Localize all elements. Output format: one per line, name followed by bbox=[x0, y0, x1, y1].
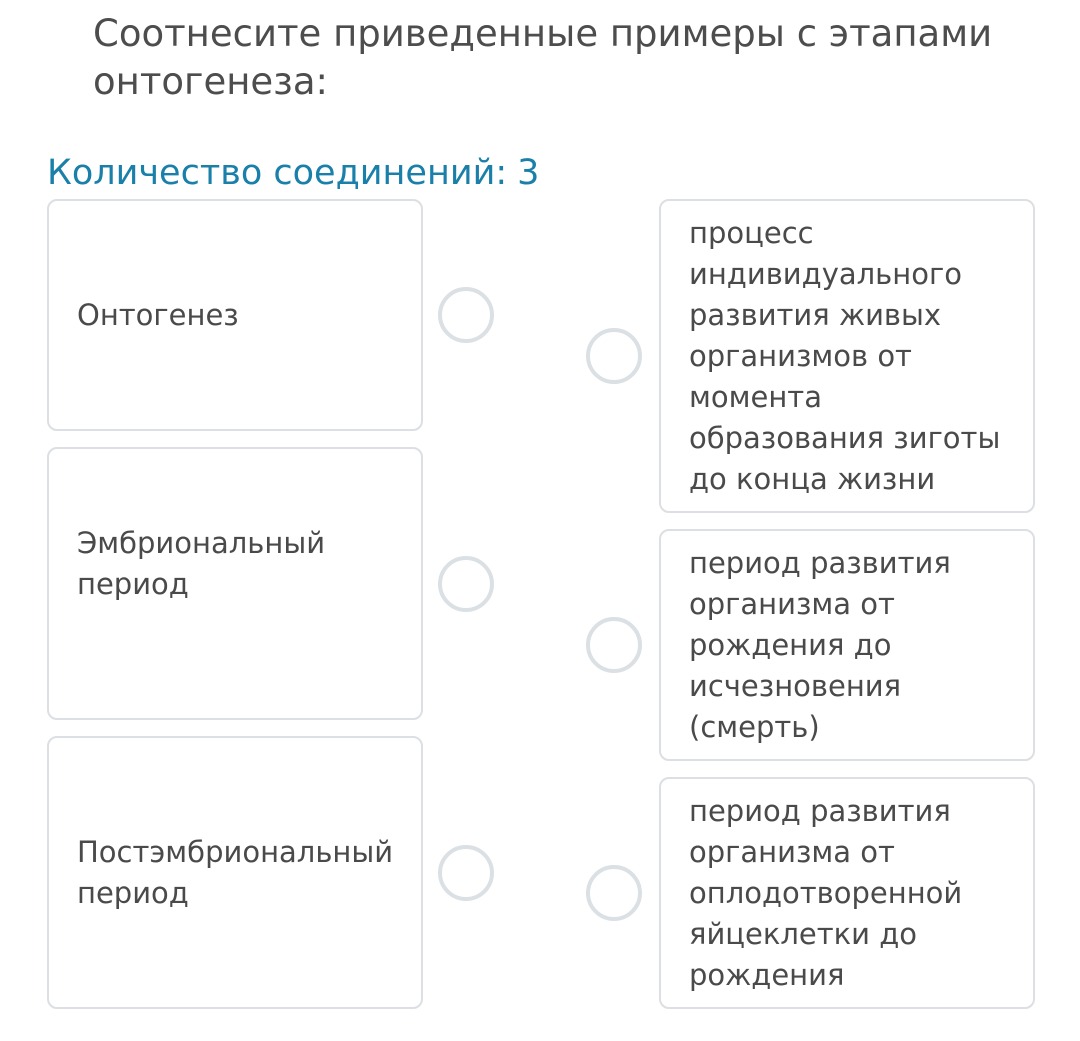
left-item-label: Онтогенез bbox=[77, 297, 239, 332]
question-title: Соотнесите приведенные примеры с этапами онтогенеза: bbox=[93, 12, 993, 103]
left-connector-radio-3[interactable] bbox=[438, 845, 494, 901]
right-item-ontogenesis-definition[interactable] bbox=[659, 199, 1035, 513]
left-item-ontogenesis[interactable] bbox=[47, 199, 423, 431]
right-item-postembryonic-definition[interactable] bbox=[659, 529, 1035, 761]
connections-count-label: Количество соединений: bbox=[47, 153, 508, 193]
left-connector-radio-2[interactable] bbox=[438, 556, 494, 612]
right-item-label: период развития организма от рождения до исчезновения (смерть) bbox=[689, 545, 951, 744]
left-item-postembryonic-period[interactable] bbox=[47, 736, 423, 1009]
connections-count-value: 3 bbox=[517, 153, 540, 193]
left-connector-radio-1[interactable] bbox=[438, 287, 494, 343]
connections-count bbox=[47, 150, 539, 196]
right-connector-radio-3[interactable] bbox=[586, 865, 642, 921]
right-item-embryonic-definition[interactable] bbox=[659, 777, 1035, 1009]
right-connector-radio-2[interactable] bbox=[586, 617, 642, 673]
right-item-label: процесс индивидуального развития живых организмов от момента образования зиготы до конца жизни bbox=[689, 215, 1001, 496]
right-item-label: период развития организма от оплодотворенной яйцеклетки до рождения bbox=[689, 793, 963, 992]
left-item-embryonic-period[interactable] bbox=[47, 447, 423, 720]
right-connector-radio-1[interactable] bbox=[586, 328, 642, 384]
left-item-label: Постэмбриональный период bbox=[77, 834, 394, 910]
left-item-label: Эмбриональный период bbox=[77, 525, 326, 601]
